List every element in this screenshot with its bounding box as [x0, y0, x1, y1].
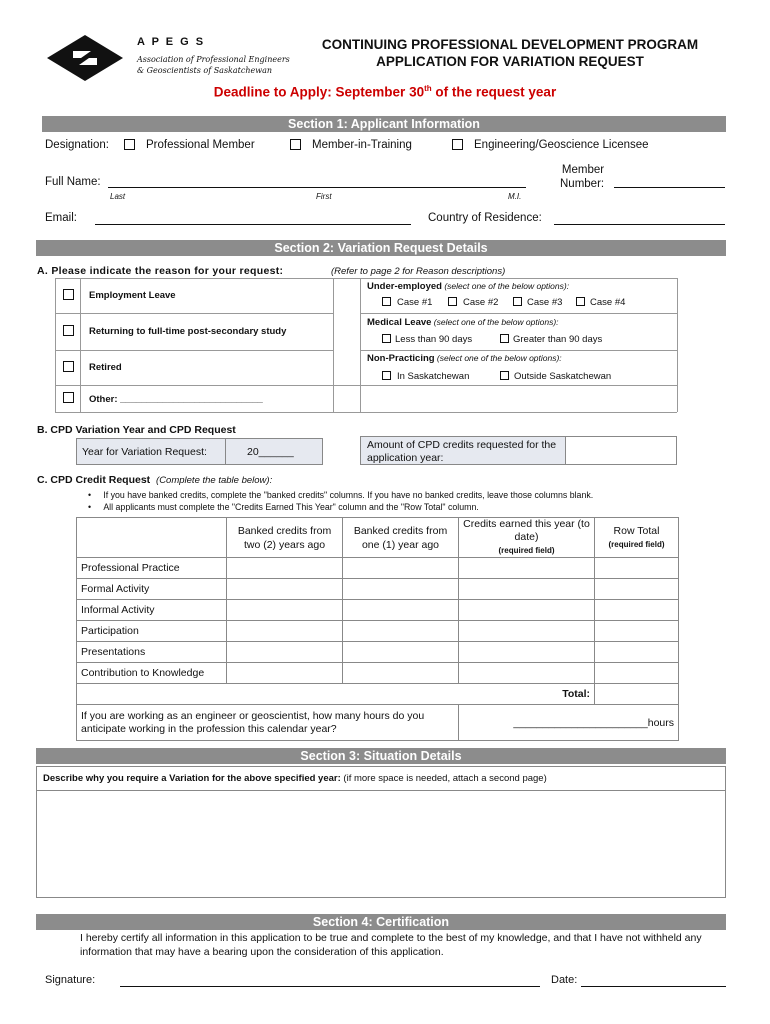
- table-row: [77, 579, 679, 600]
- form-subtitle: APPLICATION FOR VARIATION REQUEST: [376, 54, 644, 69]
- reason-grid-row2: [55, 350, 333, 351]
- cell-row-total[interactable]: [595, 663, 679, 684]
- cell-row-total[interactable]: [595, 558, 679, 579]
- last-name-hint: Last: [110, 192, 126, 201]
- form-title: CONTINUING PROFESSIONAL DEVELOPMENT PROGRAM: [321, 37, 699, 52]
- cell-banked-1yr[interactable]: [343, 621, 459, 642]
- medical-leave-heading: Medical Leave (select one of the below options):: [367, 317, 559, 328]
- reason-grid-bottom: [55, 412, 677, 413]
- post-secondary-label: Returning to full-time post-secondary study: [89, 326, 287, 337]
- other-checkbox[interactable]: [63, 392, 74, 403]
- case4-checkbox[interactable]: [576, 297, 585, 306]
- table-corner: [77, 518, 227, 558]
- case3-label: Case #3: [527, 297, 563, 308]
- row-label: Professional Practice: [77, 558, 227, 579]
- signature-label: Signature:: [45, 974, 96, 986]
- case3-checkbox[interactable]: [513, 297, 522, 306]
- section2-header: Section 2: Variation Request Details: [36, 240, 726, 256]
- cell-row-total[interactable]: [595, 621, 679, 642]
- amount-field[interactable]: [566, 437, 676, 464]
- section3-header: Section 3: Situation Details: [36, 748, 726, 764]
- col-header-earned: Credits earned this year (to date) (required field): [459, 518, 595, 558]
- designation-label: Designation:: [45, 139, 109, 151]
- country-label: Country of Residence:: [428, 212, 542, 224]
- hours-field[interactable]: _______________________hours: [459, 705, 679, 741]
- in-sask-checkbox[interactable]: [382, 371, 391, 380]
- full-name-label: Full Name:: [45, 176, 101, 188]
- year-field[interactable]: 20______: [247, 446, 294, 458]
- employment-leave-label: Employment Leave: [89, 290, 176, 301]
- cell-banked-2yr[interactable]: [227, 663, 343, 684]
- table-row: [77, 621, 679, 642]
- year-box: [76, 438, 323, 465]
- other-label: Other: ___________________________: [89, 394, 263, 405]
- cell-row-total[interactable]: [595, 600, 679, 621]
- table-row: [77, 558, 679, 579]
- case1-label: Case #1: [397, 297, 433, 308]
- org-name-line2: & Geoscientists of Saskatchewan: [137, 66, 273, 75]
- cell-banked-1yr[interactable]: [343, 579, 459, 600]
- licensee-checkbox[interactable]: [452, 139, 463, 150]
- cell-banked-2yr[interactable]: [227, 579, 343, 600]
- cell-earned[interactable]: [459, 642, 595, 663]
- mi-hint: M.I.: [508, 192, 522, 201]
- col-header-banked-2yr: Banked credits from two (2) years ago: [227, 518, 343, 558]
- org-name-line1: Association of Professional Engineers: [137, 55, 290, 64]
- row-label: Formal Activity: [77, 579, 227, 600]
- less-90-checkbox[interactable]: [382, 334, 391, 343]
- bullet-2: • All applicants must complete the "Credits Earned This Year" column and the "Row Total" column.: [88, 502, 479, 512]
- greater-90-label: Greater than 90 days: [513, 334, 603, 345]
- year-divider: [225, 439, 226, 464]
- email-label: Email:: [45, 212, 77, 224]
- case4-label: Case #4: [590, 297, 626, 308]
- signature-field[interactable]: [120, 986, 540, 987]
- table-row: [77, 642, 679, 663]
- country-field[interactable]: [554, 224, 725, 225]
- licensee-label: Engineering/Geoscience Licensee: [474, 139, 649, 151]
- year-label: Year for Variation Request:: [82, 446, 207, 458]
- reason-grid-sub1: [360, 313, 677, 314]
- section1-header: Section 1: Applicant Information: [42, 116, 726, 132]
- reason-grid-sub2: [360, 350, 677, 351]
- cell-banked-2yr[interactable]: [227, 558, 343, 579]
- cpd-credit-table: [76, 517, 679, 741]
- total-cell[interactable]: [595, 684, 679, 705]
- cell-banked-1yr[interactable]: [343, 642, 459, 663]
- member-in-training-label: Member-in-Training: [312, 139, 412, 151]
- in-sask-label: In Saskatchewan: [397, 371, 470, 382]
- cell-earned[interactable]: [459, 663, 595, 684]
- reason-grid-right: [677, 278, 678, 412]
- member-in-training-checkbox[interactable]: [290, 139, 301, 150]
- table-row: [77, 600, 679, 621]
- date-field[interactable]: [581, 986, 726, 987]
- reason-grid-div3: [360, 278, 361, 412]
- cell-earned[interactable]: [459, 621, 595, 642]
- outside-sask-checkbox[interactable]: [500, 371, 509, 380]
- first-name-hint: First: [316, 192, 332, 201]
- member-number-label: Member Number:: [560, 164, 605, 190]
- situation-textarea[interactable]: [36, 791, 726, 898]
- cell-row-total[interactable]: [595, 579, 679, 600]
- reason-grid-row3: [55, 385, 677, 386]
- greater-90-checkbox[interactable]: [500, 334, 509, 343]
- professional-member-checkbox[interactable]: [124, 139, 135, 150]
- deadline-text: Deadline to Apply: September 30th of the request year: [213, 84, 557, 100]
- professional-member-label: Professional Member: [146, 139, 255, 151]
- less-90-label: Less than 90 days: [395, 334, 473, 345]
- cell-banked-2yr[interactable]: [227, 642, 343, 663]
- outside-sask-label: Outside Saskatchewan: [514, 371, 612, 382]
- bullet-1: • If you have banked credits, complete the "banked credits" columns. If you have no banked credits, leave those columns blank.: [88, 490, 594, 500]
- situation-prompt: Describe why you require a Variation for the above specified year: (if more space is needed, attach a second page): [36, 766, 726, 791]
- cell-banked-1yr[interactable]: [343, 600, 459, 621]
- cell-banked-1yr[interactable]: [343, 558, 459, 579]
- row-label: Informal Activity: [77, 600, 227, 621]
- cell-banked-1yr[interactable]: [343, 663, 459, 684]
- cell-earned[interactable]: [459, 579, 595, 600]
- row-label: Participation: [77, 621, 227, 642]
- cell-banked-2yr[interactable]: [227, 621, 343, 642]
- email-field[interactable]: [95, 224, 411, 225]
- reason-grid-left: [55, 278, 56, 412]
- case2-label: Case #2: [463, 297, 499, 308]
- amount-box: [360, 436, 677, 465]
- cell-earned[interactable]: [459, 600, 595, 621]
- org-acronym: A P E G S: [137, 36, 206, 48]
- col-header-banked-1yr: Banked credits from one (1) year ago: [343, 518, 459, 558]
- reason-note: (Refer to page 2 for Reason descriptions): [331, 266, 506, 277]
- row-label: Presentations: [77, 642, 227, 663]
- certification-text: I hereby certify all information in this application to be true and complete to the best of my knowledge, and that I have not withheld any information that may have a bearing upon the consideration of this application.: [80, 932, 702, 958]
- reason-grid-div2: [333, 278, 334, 412]
- reason-grid-div1: [80, 278, 81, 412]
- reason-grid-row1: [55, 313, 333, 314]
- row-label: Contribution to Knowledge: [77, 663, 227, 684]
- retired-label: Retired: [89, 362, 122, 373]
- col-header-row-total: Row Total (required field): [595, 518, 679, 558]
- section4-header: Section 4: Certification: [36, 914, 726, 930]
- credit-request-heading: C. CPD Credit Request (Complete the table below):: [37, 474, 273, 486]
- amount-label: Amount of CPD credits requested for the application year:: [367, 439, 557, 464]
- apegs-logo: [45, 33, 125, 83]
- cell-row-total[interactable]: [595, 642, 679, 663]
- underemployed-heading: Under-employed (select one of the below options):: [367, 281, 570, 292]
- table-row: [77, 663, 679, 684]
- full-name-field[interactable]: [108, 187, 526, 188]
- total-label: Total:: [77, 684, 595, 705]
- post-secondary-checkbox[interactable]: [63, 325, 74, 336]
- non-practicing-heading: Non-Practicing (select one of the below options):: [367, 353, 562, 364]
- member-number-field[interactable]: [614, 187, 725, 188]
- retired-checkbox[interactable]: [63, 361, 74, 372]
- case1-checkbox[interactable]: [382, 297, 391, 306]
- cell-earned[interactable]: [459, 558, 595, 579]
- cpd-year-heading: B. CPD Variation Year and CPD Request: [37, 424, 236, 436]
- employment-leave-checkbox[interactable]: [63, 289, 74, 300]
- case2-checkbox[interactable]: [448, 297, 457, 306]
- date-label: Date:: [551, 974, 578, 986]
- hours-question: If you are working as an engineer or geoscientist, how many hours do you anticipate working in the profession this calendar year?: [77, 705, 459, 741]
- reason-question: A. Please indicate the reason for your request:: [37, 265, 284, 277]
- reason-grid-top: [55, 278, 677, 279]
- cell-banked-2yr[interactable]: [227, 600, 343, 621]
